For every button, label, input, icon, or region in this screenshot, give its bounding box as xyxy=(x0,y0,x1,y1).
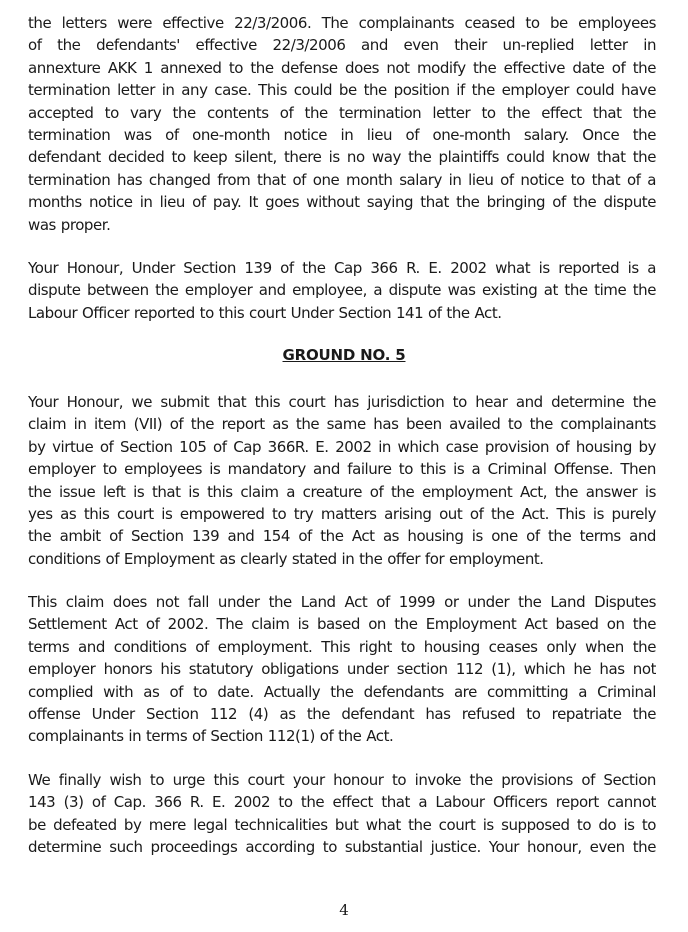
paragraph-section-143 xyxy=(28,769,656,859)
page-number: 4 xyxy=(339,901,349,919)
text-line: claim in item (VII) of the report as the same has been availed to the complainants xyxy=(28,415,656,434)
paragraph-land-act xyxy=(28,591,656,748)
text-line: complied with as of to date. Actually the defendants are committing a Criminal xyxy=(28,682,656,701)
text-line: terms and conditions of employment. This right to housing ceases only when the xyxy=(28,637,656,656)
text-line: the letters were effective 22/3/2006. The complainants ceased to be employees xyxy=(28,14,656,32)
text-line: the ambit of Section 139 and 154 of the Act as housing is one of the terms and xyxy=(28,527,656,546)
text-line: employer to employees is mandatory and failure to this is a Criminal Offense. Then xyxy=(28,460,656,479)
text-line: Labour Officer reported to this court Under Section 141 of the Act. xyxy=(28,303,502,322)
text-line: Your Honour, Under Section 139 of the Cap 366 R. E. 2002 what is reported is a xyxy=(28,259,656,277)
paragraph-termination xyxy=(28,12,656,236)
text-line: dispute between the employer and employee, a dispute was existing at the time the xyxy=(28,281,656,300)
paragraph-jurisdiction xyxy=(28,391,656,570)
section-heading: GROUND NO. 5 xyxy=(282,346,406,364)
text-line: offense Under Section 112 (4) as the defendant has refused to repatriate the xyxy=(28,705,656,724)
text-line: Your Honour, we submit that this court has jurisdiction to hear and determine the xyxy=(28,393,656,411)
text-line: complainants in terms of Section 112(1) of the Act. xyxy=(28,727,394,746)
text-line: months notice in lieu of pay. It goes without saying that the bringing of the dispute xyxy=(28,193,656,212)
text-line: This claim does not fall under the Land Act of 1999 or under the Land Disputes xyxy=(28,593,656,611)
text-line: termination letter in any case. This could be the position if the employer could have xyxy=(28,81,656,100)
text-line: defendant decided to keep silent, there is no way the plaintiffs could know that the xyxy=(28,148,656,167)
text-line: determine such proceedings according to substantial justice. Your honour, even the xyxy=(28,838,656,857)
text-line: of the defendants' effective 22/3/2006 and even their un-replied letter in xyxy=(28,36,656,55)
text-line: 143 (3) of Cap. 366 R. E. 2002 to the effect that a Labour Officers report cannot xyxy=(28,793,656,812)
text-line: employer honors his statutory obligations under section 112 (1), which he has not xyxy=(28,660,656,679)
text-line: yes as this court is empowered to try matters arising out of the Act. This is purely xyxy=(28,505,656,524)
text-line: annexture AKK 1 annexed to the defense does not modify the effective date of the xyxy=(28,58,656,77)
text-line: We finally wish to urge this court your honour to invoke the provisions of Section xyxy=(28,771,656,789)
text-line: Settlement Act of 2002. The claim is based on the Employment Act based on the xyxy=(28,615,656,634)
text-line: be defeated by mere legal technicalities but what the court is supposed to do is to xyxy=(28,815,656,834)
text-line: conditions of Employment as clearly stated in the offer for employment. xyxy=(28,549,544,568)
text-line: by virtue of Section 105 of Cap 366R. E. 2002 in which case provision of housing by xyxy=(28,437,656,456)
text-line: termination was of one-month notice in lieu of one-month salary. Once the xyxy=(28,126,656,145)
text-line: the issue left is that is this claim a creature of the employment Act, the answer is xyxy=(28,482,656,501)
text-line: termination has changed from that of one month salary in lieu of notice to that of a xyxy=(28,170,656,189)
paragraph-section-139 xyxy=(28,257,656,324)
text-line: was proper. xyxy=(28,215,111,234)
text-line: accepted to vary the contents of the termination letter to the effect that the xyxy=(28,103,656,122)
